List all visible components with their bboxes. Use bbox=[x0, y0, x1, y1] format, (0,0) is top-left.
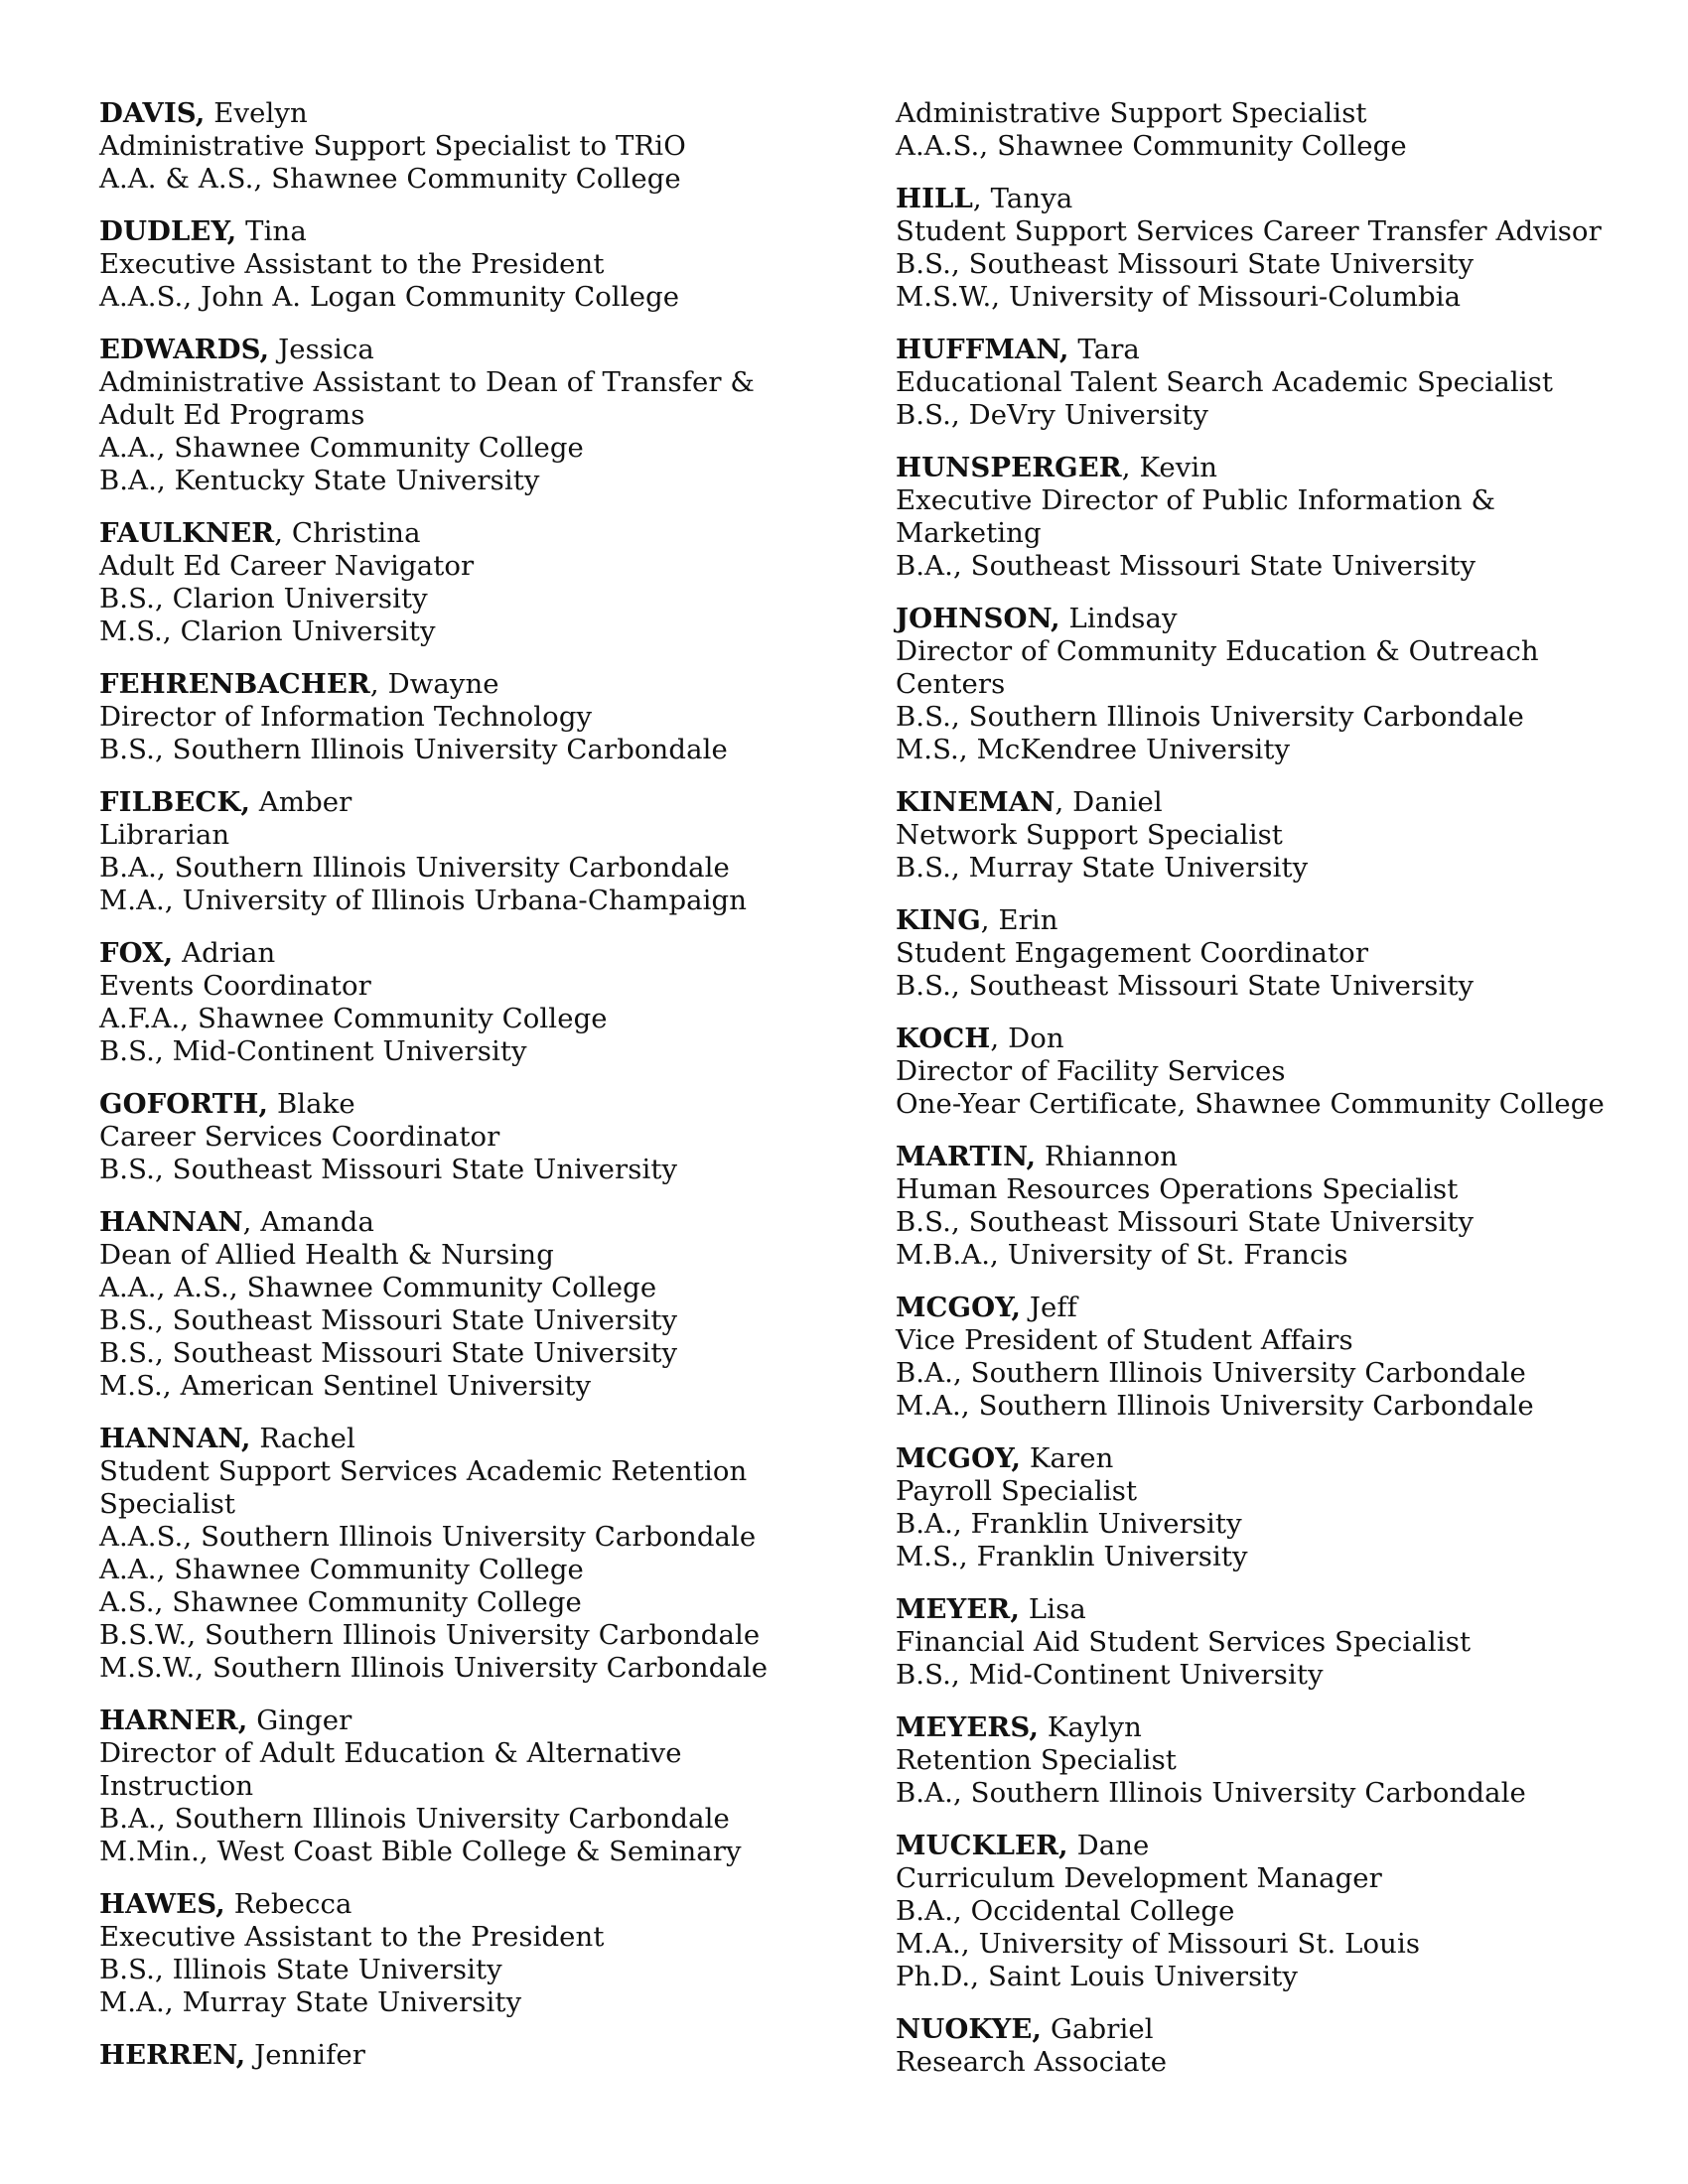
staff-detail-line: Centers bbox=[896, 668, 1006, 700]
staff-surname: EDWARDS, bbox=[99, 334, 270, 365]
staff-detail-line: B.S., Mid-Continent University bbox=[99, 1035, 527, 1067]
staff-name bbox=[99, 1088, 874, 1121]
staff-name bbox=[896, 1292, 1670, 1324]
staff-name bbox=[896, 904, 1670, 937]
staff-entry bbox=[896, 786, 1670, 885]
staff-detail-line: Instruction bbox=[99, 1770, 254, 1802]
staff-detail-line: B.S., Southern Illinois University Carbondale bbox=[99, 734, 728, 765]
staff-surname: KING bbox=[896, 904, 981, 936]
staff-given-name: Rachel bbox=[250, 1423, 355, 1454]
staff-detail-line: B.S.W., Southern Illinois University Carbondale bbox=[99, 1619, 761, 1651]
staff-name bbox=[99, 1423, 874, 1455]
staff-detail-line: Librarian bbox=[99, 819, 230, 851]
staff-name bbox=[99, 215, 874, 248]
staff-given-name: Rhiannon bbox=[1036, 1141, 1179, 1172]
staff-surname: FAULKNER bbox=[99, 517, 275, 549]
staff-entry bbox=[99, 1088, 874, 1186]
staff-detail-line: M.B.A., University of St. Francis bbox=[896, 1239, 1348, 1271]
staff-entry bbox=[896, 183, 1670, 314]
staff-detail-line: B.S., Murray State University bbox=[896, 852, 1309, 884]
staff-detail-line: M.Min., West Coast Bible College & Seminary bbox=[99, 1836, 742, 1867]
staff-detail-line: Adult Ed Career Navigator bbox=[99, 550, 475, 582]
staff-detail-line: Student Support Services Career Transfer Advisor bbox=[896, 215, 1602, 247]
staff-surname: FEHRENBACHER bbox=[99, 668, 370, 700]
staff-entry bbox=[99, 215, 874, 314]
staff-given-name: Jennifer bbox=[245, 2039, 366, 2071]
staff-entry bbox=[896, 1711, 1670, 1810]
staff-given-name: Kaylyn bbox=[1039, 1711, 1142, 1743]
staff-detail-line: Ph.D., Saint Louis University bbox=[896, 1961, 1298, 1992]
staff-entry bbox=[99, 937, 874, 1068]
staff-detail-line: Specialist bbox=[99, 1488, 236, 1520]
staff-given-name: Ginger bbox=[247, 1705, 352, 1736]
staff-given-name: , Don bbox=[990, 1023, 1064, 1054]
staff-detail-line: B.A., Southern Illinois University Carbondale bbox=[896, 1357, 1526, 1389]
staff-surname: GOFORTH, bbox=[99, 1088, 269, 1120]
directory-column-right bbox=[896, 97, 1670, 2099]
staff-surname: HAWES, bbox=[99, 1888, 225, 1920]
staff-surname: MCGOY, bbox=[896, 1442, 1022, 1474]
staff-entry bbox=[99, 97, 874, 196]
staff-detail-line: B.S., Southeast Missouri State University bbox=[99, 1154, 678, 1185]
staff-entry bbox=[896, 2013, 1670, 2079]
staff-detail-line: B.S., Southern Illinois University Carbondale bbox=[896, 701, 1524, 733]
staff-name bbox=[99, 1888, 874, 1921]
staff-detail-line: M.S., Franklin University bbox=[896, 1541, 1248, 1572]
staff-given-name: , Kevin bbox=[1121, 452, 1218, 483]
staff-detail-line: B.S., Southeast Missouri State University bbox=[896, 1206, 1475, 1238]
staff-detail-line: Financial Aid Student Services Specialist bbox=[896, 1626, 1472, 1658]
staff-entry bbox=[99, 2039, 874, 2072]
staff-detail-line: A.A., Shawnee Community College bbox=[99, 432, 584, 464]
staff-detail-line: B.S., DeVry University bbox=[896, 399, 1208, 431]
staff-name bbox=[896, 452, 1670, 484]
staff-name bbox=[896, 183, 1670, 215]
staff-given-name: Karen bbox=[1021, 1442, 1114, 1474]
staff-surname: HARNER, bbox=[99, 1705, 248, 1736]
staff-entry bbox=[896, 1023, 1670, 1121]
staff-given-name: Tina bbox=[236, 215, 307, 247]
staff-given-name: Evelyn bbox=[205, 97, 308, 129]
staff-surname: FOX, bbox=[99, 937, 174, 969]
staff-detail-line: One-Year Certificate, Shawnee Community College bbox=[896, 1088, 1605, 1120]
staff-entry bbox=[99, 334, 874, 497]
staff-given-name: , Erin bbox=[980, 904, 1058, 936]
staff-detail-line: M.A., University of Illinois Urbana-Champaign bbox=[99, 885, 748, 916]
staff-entry bbox=[99, 668, 874, 766]
staff-detail-line: Director of Information Technology bbox=[99, 701, 593, 733]
staff-entry bbox=[896, 1593, 1670, 1692]
staff-entry bbox=[896, 603, 1670, 766]
staff-surname: HUNSPERGER bbox=[896, 452, 1122, 483]
staff-given-name: , Tanya bbox=[972, 183, 1073, 214]
staff-detail-line: M.S., Clarion University bbox=[99, 615, 436, 647]
staff-name bbox=[896, 1711, 1670, 1744]
staff-surname: HILL bbox=[896, 183, 973, 214]
staff-detail-line: Director of Facility Services bbox=[896, 1055, 1286, 1087]
staff-detail-line: Career Services Coordinator bbox=[99, 1121, 500, 1153]
staff-detail-line: A.F.A., Shawnee Community College bbox=[99, 1003, 608, 1034]
staff-surname: MEYER, bbox=[896, 1593, 1021, 1625]
staff-name bbox=[896, 786, 1670, 819]
staff-name bbox=[896, 1023, 1670, 1055]
staff-detail-line: Educational Talent Search Academic Specialist bbox=[896, 366, 1554, 398]
staff-given-name: , Dwayne bbox=[369, 668, 499, 700]
staff-detail-line: Director of Community Education & Outreach bbox=[896, 635, 1539, 667]
staff-detail-line: B.S., Illinois State University bbox=[99, 1954, 502, 1985]
staff-given-name: Jeff bbox=[1021, 1292, 1077, 1323]
staff-detail-line: Payroll Specialist bbox=[896, 1475, 1138, 1507]
staff-detail-line: Human Resources Operations Specialist bbox=[896, 1173, 1459, 1205]
staff-detail-line: M.S., McKendree University bbox=[896, 734, 1291, 765]
staff-detail-line: B.S., Southeast Missouri State University bbox=[99, 1304, 678, 1336]
staff-detail-line: A.A.S., John A. Logan Community College bbox=[99, 281, 680, 313]
staff-name bbox=[99, 1705, 874, 1737]
staff-surname: FILBECK, bbox=[99, 786, 251, 818]
staff-detail-line: Network Support Specialist bbox=[896, 819, 1283, 851]
staff-detail-line: B.S., Mid-Continent University bbox=[896, 1659, 1324, 1691]
staff-detail-line: Administrative Support Specialist bbox=[896, 97, 1367, 129]
staff-detail-line: Executive Assistant to the President bbox=[99, 248, 605, 280]
staff-detail-line: Dean of Allied Health & Nursing bbox=[99, 1239, 554, 1271]
staff-name bbox=[99, 517, 874, 550]
staff-given-name: Rebecca bbox=[224, 1888, 352, 1920]
staff-entry bbox=[896, 334, 1670, 432]
staff-detail-line: A.A.S., Southern Illinois University Carbondale bbox=[99, 1521, 757, 1553]
staff-given-name: , Christina bbox=[274, 517, 421, 549]
staff-entry bbox=[99, 1705, 874, 1868]
staff-detail-line: Vice President of Student Affairs bbox=[896, 1324, 1353, 1356]
staff-name bbox=[896, 2013, 1670, 2046]
staff-name bbox=[99, 1206, 874, 1239]
staff-detail-line: Student Engagement Coordinator bbox=[896, 937, 1369, 969]
staff-entry bbox=[99, 1888, 874, 2019]
staff-surname: DAVIS, bbox=[99, 97, 206, 129]
staff-surname: KINEMAN bbox=[896, 786, 1055, 818]
staff-detail-line: Adult Ed Programs bbox=[99, 399, 365, 431]
staff-detail-line: B.A., Southern Illinois University Carbondale bbox=[99, 852, 730, 884]
staff-surname: MCGOY, bbox=[896, 1292, 1022, 1323]
staff-entry bbox=[99, 1423, 874, 1685]
staff-entry bbox=[99, 1206, 874, 1403]
staff-detail-line: B.S., Clarion University bbox=[99, 583, 428, 614]
staff-name bbox=[99, 668, 874, 701]
staff-detail-line: Events Coordinator bbox=[99, 970, 371, 1002]
staff-surname: MEYERS, bbox=[896, 1711, 1040, 1743]
staff-name bbox=[896, 1830, 1670, 1862]
staff-entry bbox=[99, 786, 874, 917]
staff-detail-line: M.S.W., University of Missouri-Columbia bbox=[896, 281, 1462, 313]
staff-surname: DUDLEY, bbox=[99, 215, 237, 247]
staff-surname: KOCH bbox=[896, 1023, 991, 1054]
staff-name bbox=[896, 1141, 1670, 1173]
staff-surname: HANNAN bbox=[99, 1206, 243, 1238]
staff-detail-line: A.A. & A.S., Shawnee Community College bbox=[99, 163, 681, 195]
staff-name bbox=[896, 1593, 1670, 1626]
staff-detail-line: B.S., Southeast Missouri State University bbox=[896, 970, 1475, 1002]
staff-detail-line: Student Support Services Academic Retention bbox=[99, 1455, 748, 1487]
staff-detail-line: B.A., Southern Illinois University Carbondale bbox=[99, 1803, 730, 1835]
staff-detail-line: M.A., University of Missouri St. Louis bbox=[896, 1928, 1421, 1960]
staff-detail-line: A.A., Shawnee Community College bbox=[99, 1554, 584, 1585]
staff-detail-line: B.S., Southeast Missouri State University bbox=[896, 248, 1475, 280]
staff-surname: NUOKYE, bbox=[896, 2013, 1043, 2045]
staff-detail-line: A.S., Shawnee Community College bbox=[99, 1586, 582, 1618]
staff-given-name: Lisa bbox=[1020, 1593, 1086, 1625]
staff-name bbox=[896, 334, 1670, 366]
staff-given-name: Dane bbox=[1067, 1830, 1150, 1861]
staff-detail-line: M.S., American Sentinel University bbox=[99, 1370, 592, 1402]
staff-entry bbox=[896, 904, 1670, 1003]
staff-entry bbox=[896, 1141, 1670, 1272]
staff-given-name: Lindsay bbox=[1059, 603, 1178, 634]
staff-entry bbox=[896, 1292, 1670, 1423]
staff-surname: HERREN, bbox=[99, 2039, 246, 2071]
staff-entry bbox=[99, 517, 874, 648]
staff-name bbox=[99, 786, 874, 819]
staff-given-name: Blake bbox=[268, 1088, 355, 1120]
staff-entry bbox=[896, 97, 1670, 163]
staff-name bbox=[99, 334, 874, 366]
staff-surname: HANNAN, bbox=[99, 1423, 251, 1454]
staff-entry bbox=[896, 452, 1670, 583]
staff-detail-line: B.A., Occidental College bbox=[896, 1895, 1235, 1927]
staff-detail-line: Administrative Support Specialist to TRiO bbox=[99, 130, 686, 162]
staff-name bbox=[896, 603, 1670, 635]
staff-detail-line: B.A., Kentucky State University bbox=[99, 465, 540, 496]
staff-detail-line: Executive Assistant to the President bbox=[99, 1921, 605, 1953]
staff-surname: MUCKLER, bbox=[896, 1830, 1068, 1861]
staff-given-name: , Amanda bbox=[242, 1206, 374, 1238]
staff-detail-line: Marketing bbox=[896, 517, 1042, 549]
staff-detail-line: B.A., Southern Illinois University Carbondale bbox=[896, 1777, 1526, 1809]
staff-detail-line: Curriculum Development Manager bbox=[896, 1862, 1382, 1894]
staff-detail-line: Executive Director of Public Information & bbox=[896, 484, 1496, 516]
staff-detail-line: Administrative Assistant to Dean of Transfer & bbox=[99, 366, 756, 398]
staff-detail-line: M.A., Murray State University bbox=[99, 1986, 522, 2018]
staff-detail-line: Director of Adult Education & Alternative bbox=[99, 1737, 682, 1769]
staff-given-name: Adrian bbox=[173, 937, 276, 969]
staff-detail-line: M.A., Southern Illinois University Carbondale bbox=[896, 1390, 1534, 1422]
staff-detail-line: A.A.S., Shawnee Community College bbox=[896, 130, 1407, 162]
staff-detail-line: B.S., Southeast Missouri State University bbox=[99, 1337, 678, 1369]
staff-given-name: Tara bbox=[1068, 334, 1140, 365]
staff-surname: MARTIN, bbox=[896, 1141, 1037, 1172]
staff-given-name: Amber bbox=[250, 786, 352, 818]
staff-detail-line: B.A., Southeast Missouri State University bbox=[896, 550, 1477, 582]
staff-entry bbox=[896, 1442, 1670, 1573]
staff-surname: HUFFMAN, bbox=[896, 334, 1069, 365]
staff-surname: JOHNSON, bbox=[896, 603, 1060, 634]
staff-detail-line: A.A., A.S., Shawnee Community College bbox=[99, 1272, 657, 1303]
staff-given-name: Jessica bbox=[269, 334, 374, 365]
staff-name bbox=[896, 1442, 1670, 1475]
staff-given-name: , Daniel bbox=[1055, 786, 1163, 818]
staff-name bbox=[99, 2039, 874, 2072]
staff-entry bbox=[896, 1830, 1670, 1993]
staff-detail-line: Retention Specialist bbox=[896, 1744, 1177, 1776]
staff-detail-line: M.S.W., Southern Illinois University Carbondale bbox=[99, 1652, 769, 1684]
staff-detail-line: B.A., Franklin University bbox=[896, 1508, 1242, 1540]
staff-name bbox=[99, 937, 874, 970]
staff-given-name: Gabriel bbox=[1042, 2013, 1154, 2045]
directory-column-left bbox=[99, 97, 874, 2092]
staff-name bbox=[99, 97, 874, 130]
staff-detail-line: Research Associate bbox=[896, 2046, 1168, 2078]
